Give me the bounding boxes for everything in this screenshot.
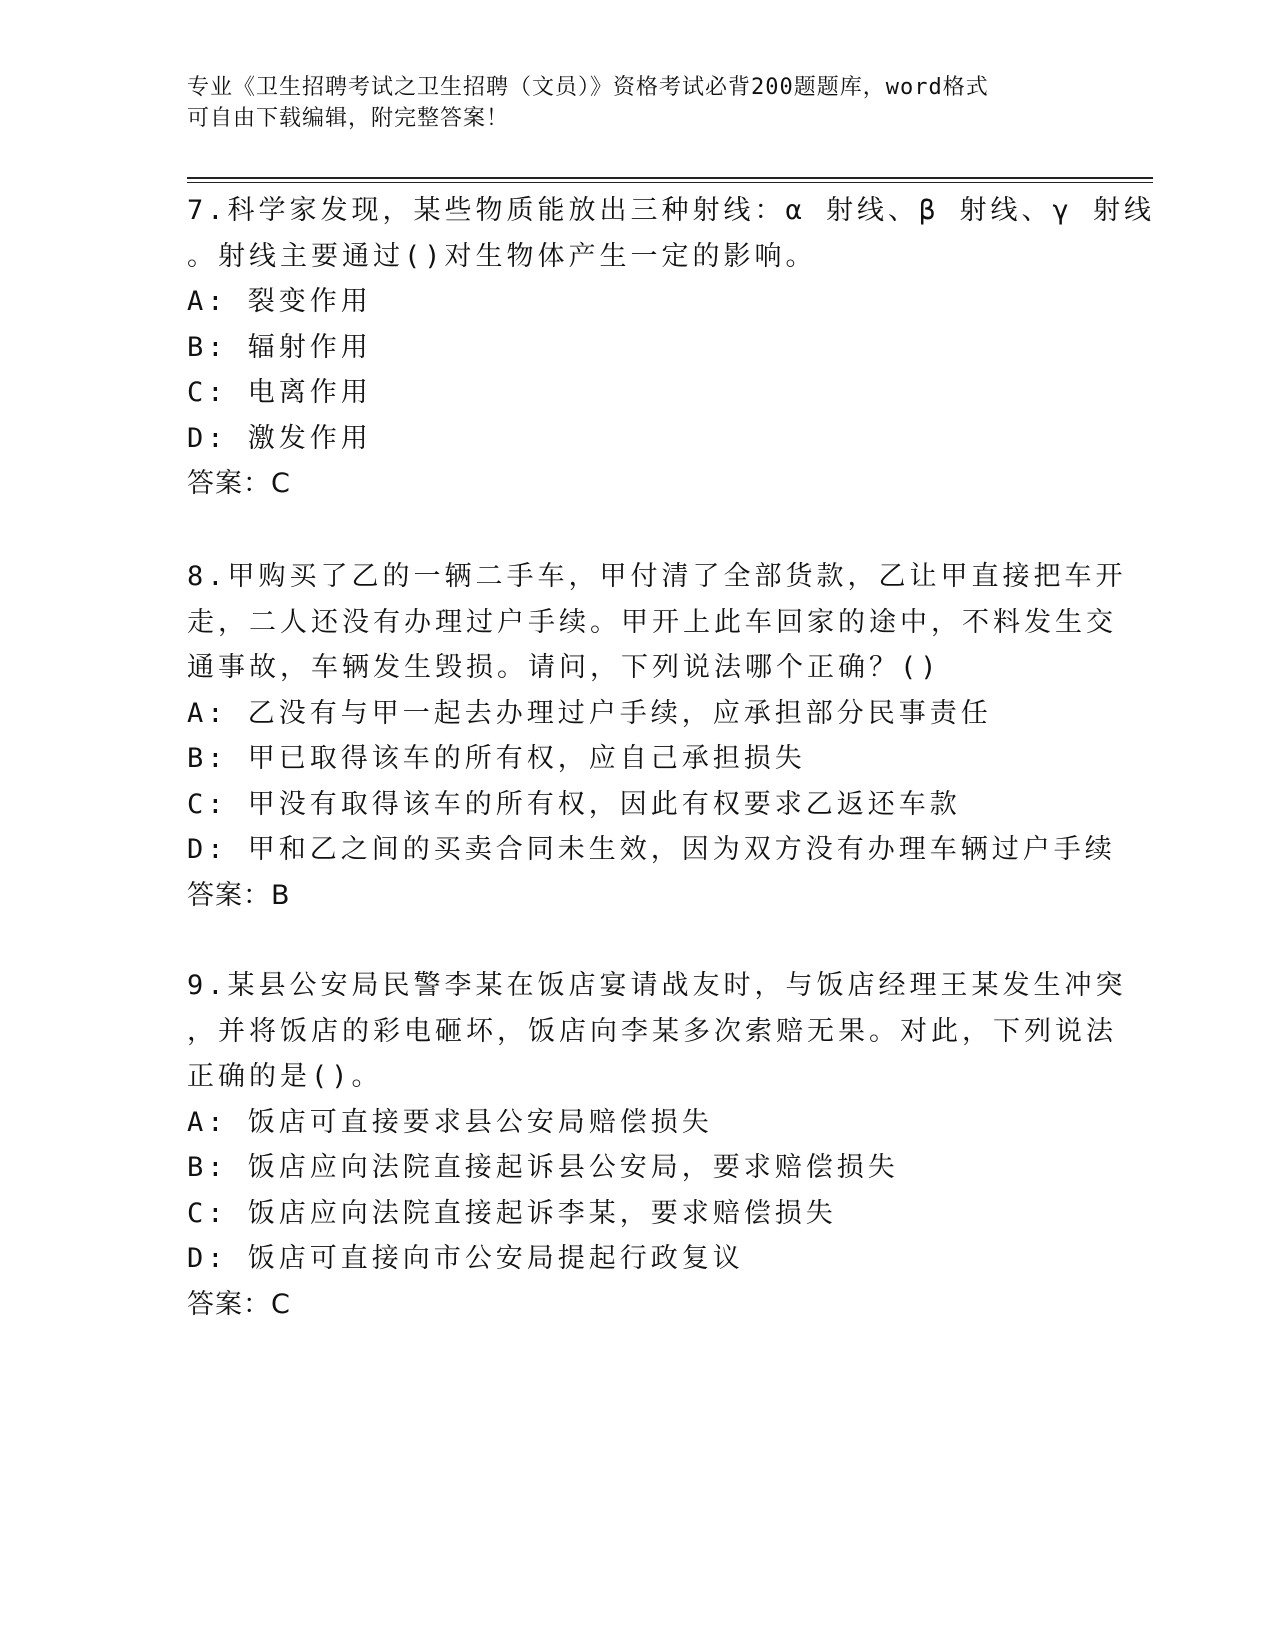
header-divider-thin: [187, 182, 1153, 183]
answer-line: 答案：C: [187, 468, 291, 499]
option-c: C: 饭店应向法院直接起诉李某，要求赔偿损失: [187, 1197, 837, 1229]
option-a: A: 乙没有与甲一起去办理过户手续，应承担部分民事责任: [187, 697, 992, 729]
option-c: C: 甲没有取得该车的所有权，因此有权要求乙返还车款: [187, 788, 961, 820]
option-b: B: 辐射作用: [187, 331, 372, 363]
option-c: C: 电离作用: [187, 377, 372, 408]
header-line-1: 专业《卫生招聘考试之卫生招聘（文员）》资格考试必背200题题库，word格式: [187, 75, 989, 100]
document-header: [187, 72, 1067, 134]
question-stem-line: 走，二人还没有办理过户手续。甲开上此车回家的途中，不料发生交: [187, 606, 1117, 638]
option-b: B: 甲已取得该车的所有权，应自己承担损失: [187, 743, 806, 774]
question-8: [187, 554, 1127, 918]
question-stem-line: 8.甲购买了乙的一辆二手车，甲付清了全部货款，乙让甲直接把车开: [187, 561, 1127, 592]
question-stem-line: 正确的是()。: [187, 1061, 383, 1092]
option-b: B: 饭店应向法院直接起诉县公安局，要求赔偿损失: [187, 1152, 899, 1183]
option-a: A: 裂变作用: [187, 286, 372, 317]
question-stem-line: 通事故，车辆发生毁损。请问，下列说法哪个正确？(): [187, 652, 941, 683]
answer-line: 答案：B: [187, 879, 291, 911]
option-d: D: 甲和乙之间的买卖合同未生效，因为双方没有办理车辆过户手续: [187, 834, 1116, 865]
question-stem-line: 。射线主要通过()对生物体产生一定的影响。: [187, 240, 817, 272]
answer-line: 答案：C: [187, 1288, 291, 1320]
question-stem-line: 7.科学家发现，某些物质能放出三种射线：α 射线、β 射线、γ 射线: [187, 195, 1156, 226]
question-7: [187, 188, 1156, 507]
option-d: D: 激发作用: [187, 422, 372, 454]
question-9: [187, 963, 1127, 1327]
header-divider-thick: [187, 177, 1153, 179]
question-stem-line: ，并将饭店的彩电砸坏，饭店向李某多次索赔无果。对此，下列说法: [187, 1015, 1117, 1047]
option-d: D: 饭店可直接向市公安局提起行政复议: [187, 1243, 744, 1274]
question-stem-line: 9.某县公安局民警李某在饭店宴请战友时，与饭店经理王某发生冲突: [187, 970, 1127, 1001]
option-a: A: 饭店可直接要求县公安局赔偿损失: [187, 1106, 713, 1138]
header-line-2: 可自由下载编辑，附完整答案！: [187, 106, 510, 131]
